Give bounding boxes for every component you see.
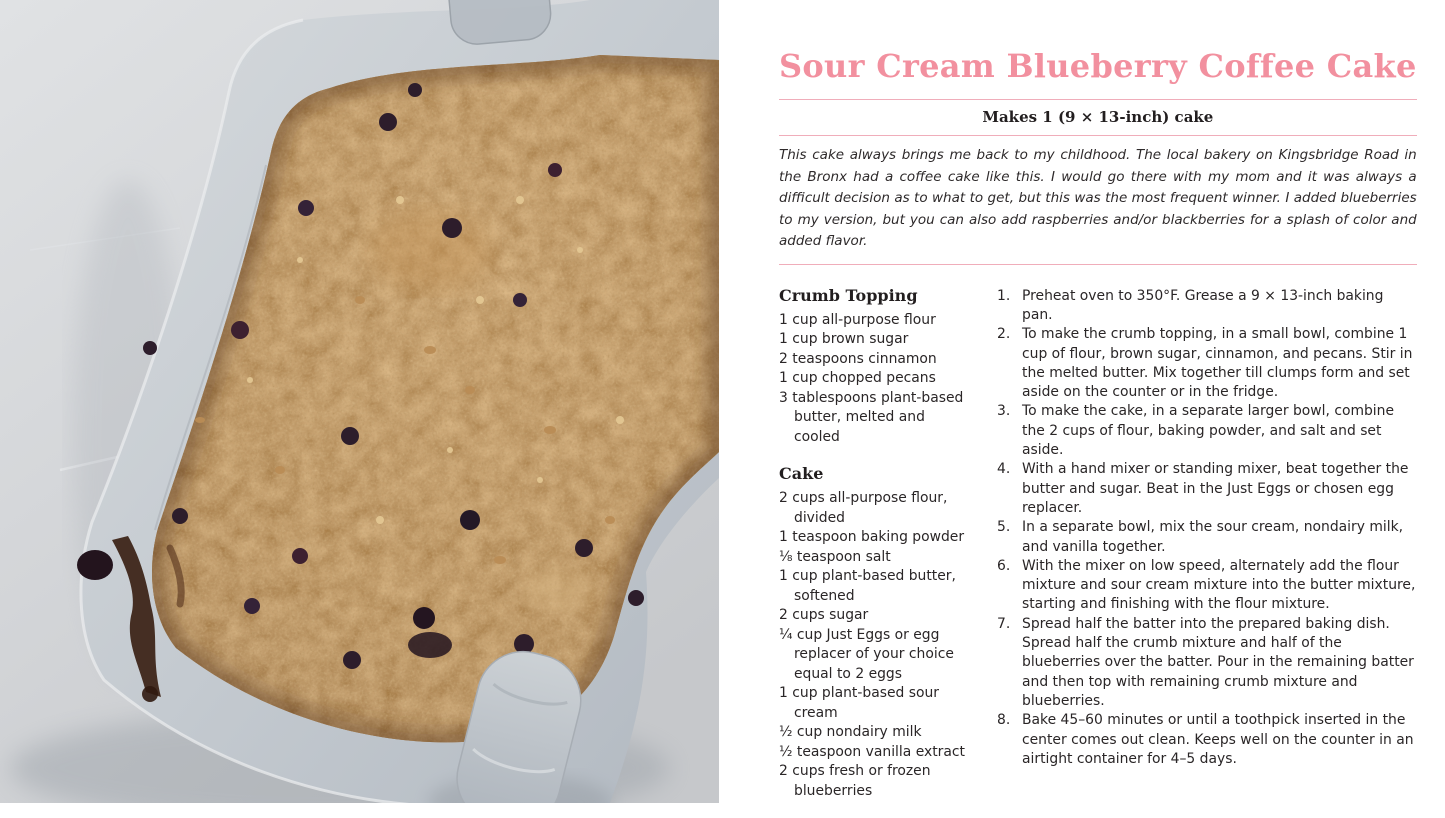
ingredient-item: ½ teaspoon vanilla extract bbox=[779, 743, 965, 760]
step-number: 4. bbox=[997, 461, 1011, 478]
step-number: 5. bbox=[997, 519, 1011, 536]
step-text: To make the crumb topping, in a small bowl, combine 1 cup of flour, brown sugar, cinnamon, and pecans. Stir in the melted butter. Mix together till clumps form and set aside on the counter or in the fridge. bbox=[1022, 326, 1413, 401]
ingredient-item: ⅛ teaspoon salt bbox=[779, 548, 891, 565]
recipe-title: Sour Cream Blueberry Coffee Cake bbox=[779, 47, 1417, 85]
recipe-yield: Makes 1 (9 × 13-inch) cake bbox=[982, 108, 1214, 127]
ingredient-section-heading: Cake bbox=[779, 464, 824, 484]
ingredient-list bbox=[779, 311, 975, 448]
recipe-columns bbox=[779, 286, 1417, 818]
ingredient-item: ½ cup nondairy milk bbox=[779, 724, 922, 741]
divider-middle bbox=[779, 135, 1417, 136]
step-text: In a separate bowl, mix the sour cream, nondairy milk, and vanilla together. bbox=[1022, 519, 1404, 555]
instruction-step bbox=[997, 402, 1417, 460]
ingredient-item: 2 cups fresh or frozen blueberries bbox=[779, 763, 931, 799]
instructions-list bbox=[997, 287, 1417, 818]
ingredient-item: 1 teaspoon baking powder bbox=[779, 529, 965, 546]
step-text: With the mixer on low speed, alternately add the flour mixture and sour cream mixture into the butter mixture, starting and finishing with the flour mixture. bbox=[1022, 557, 1416, 613]
instruction-step bbox=[997, 287, 1417, 326]
instruction-step bbox=[997, 557, 1417, 615]
instruction-step bbox=[997, 615, 1417, 711]
recipe-photo-illustration bbox=[0, 0, 719, 803]
step-number: 1. bbox=[997, 287, 1011, 304]
step-text: To make the cake, in a separate larger bowl, combine the 2 cups of flour, baking powder, and salt and set aside. bbox=[1022, 403, 1395, 459]
ingredient-item: 1 cup chopped pecans bbox=[779, 370, 936, 387]
step-number: 3. bbox=[997, 403, 1011, 420]
step-number: 7. bbox=[997, 615, 1011, 632]
ingredient-item: ¼ cup Just Eggs or egg replacer of your choice equal to 2 eggs bbox=[779, 626, 954, 682]
ingredient-item: 1 cup all-purpose flour bbox=[779, 311, 936, 328]
step-number: 8. bbox=[997, 712, 1011, 729]
ingredient-item: 2 cups sugar bbox=[779, 607, 869, 624]
step-text: Spread half the batter into the prepared baking dish. Spread half the crumb mixture and half of the blueberries over the batter. Pour in the remaining batter and then top with remaining crumb mixture and blueberries. bbox=[1022, 615, 1414, 709]
ingredient-item: 1 cup plant-based sour cream bbox=[779, 685, 939, 721]
ingredient-item: 1 cup plant-based butter, softened bbox=[779, 568, 956, 604]
instruction-step bbox=[997, 711, 1417, 769]
ingredient-item: 2 cups all-purpose flour, divided bbox=[779, 490, 948, 526]
recipe-intro: This cake always brings me back to my childhood. The local bakery on Kingsbridge Road in the Bronx had a coffee cake like this. I would go there with my mom and it was always a difficult decision as to what to get, but this was the most frequent winner. I added blueberries to my version, but you can also add raspberries and/or blackberries for a splash of color and added flavor. bbox=[779, 147, 1417, 250]
ingredients-column bbox=[779, 286, 975, 818]
recipe-page bbox=[719, 0, 1445, 803]
ingredient-item: 1 cup brown sugar bbox=[779, 331, 909, 348]
step-number: 6. bbox=[997, 557, 1011, 574]
ingredient-list bbox=[779, 489, 975, 801]
instruction-step bbox=[997, 518, 1417, 557]
step-number: 2. bbox=[997, 326, 1011, 343]
step-text: With a hand mixer or standing mixer, beat together the butter and sugar. Beat in the Just Eggs or chosen egg replacer. bbox=[1022, 461, 1409, 516]
divider-bottom bbox=[779, 264, 1417, 265]
ingredient-item: 2 teaspoons cinnamon bbox=[779, 350, 937, 367]
instruction-step bbox=[997, 325, 1417, 402]
step-text: Preheat oven to 350°F. Grease a 9 × 13-inch baking pan. bbox=[1022, 287, 1384, 323]
step-text: Bake 45–60 minutes or until a toothpick inserted in the center comes out clean. Keeps well on the counter in an airtight container for 4–5 days. bbox=[1022, 712, 1414, 767]
instruction-step bbox=[997, 460, 1417, 518]
ingredient-section-heading: Crumb Topping bbox=[779, 285, 918, 305]
ingredient-item: 3 tablespoons plant-based butter, melted and cooled bbox=[779, 389, 964, 445]
recipe-photo bbox=[0, 0, 719, 803]
